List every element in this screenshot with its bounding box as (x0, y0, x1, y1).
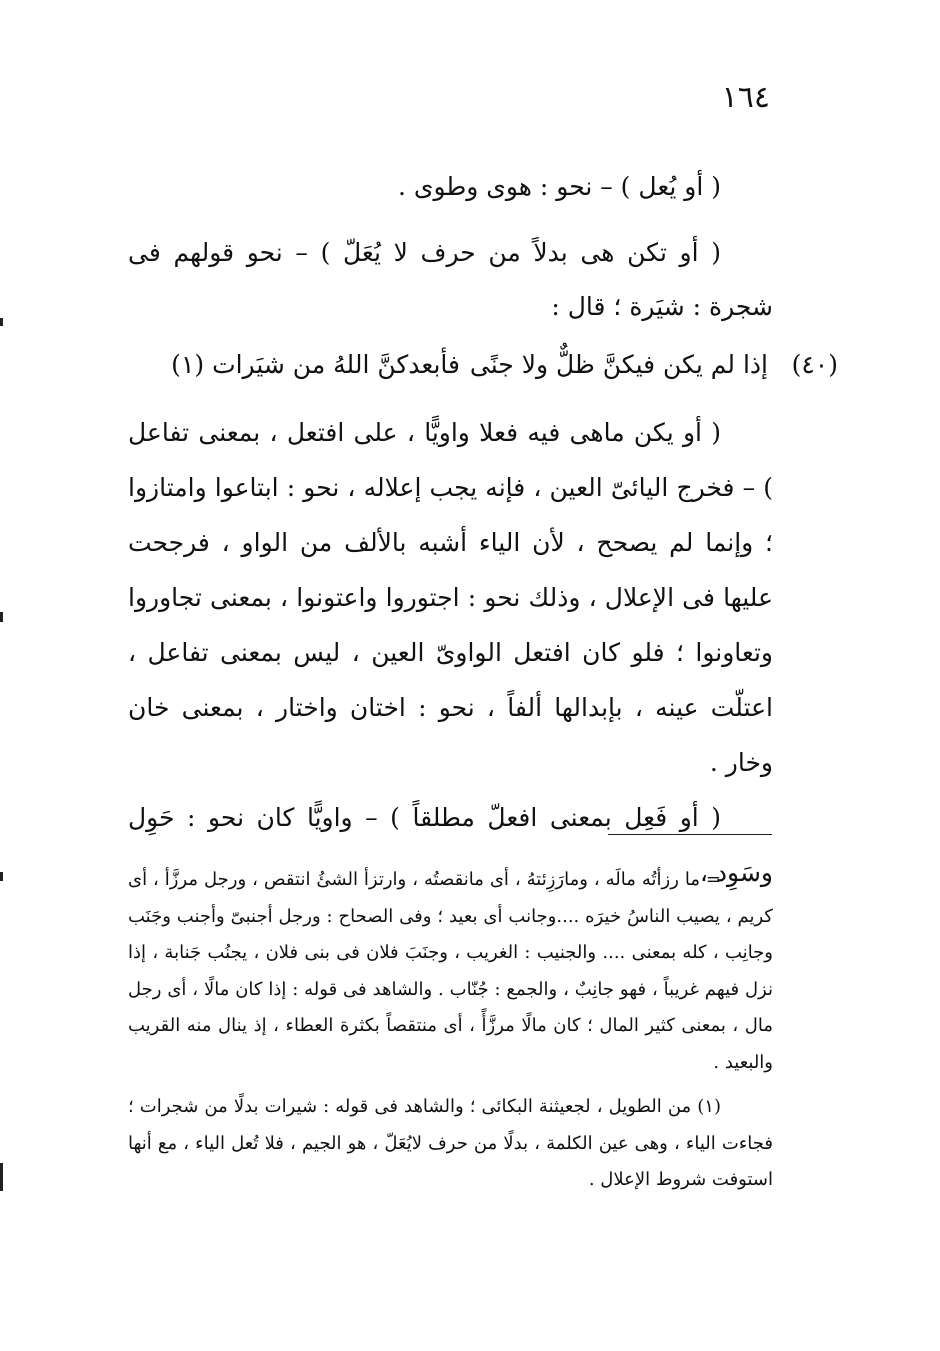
verse-number: (٤٠) (791, 350, 838, 379)
verse-hemistich-second: فأبعدكنَّ اللهُ من شيَرات (١) (171, 350, 460, 379)
main-text-upper (128, 160, 773, 334)
text-line-1: ( أو يُعل ) – نحو : هوى وطوى . (398, 172, 721, 201)
scan-edge-mark (0, 318, 3, 326)
scan-edge-mark (0, 1163, 3, 1191)
verse-hemistich-first: إذا لم يكن فيكنَّ ظلٌّ ولا جنًى (469, 350, 768, 379)
footnotes (128, 862, 773, 1199)
page-number: ١٦٤ (721, 80, 770, 115)
text-paragraph-3: ( أو يكن ماهى فيه فعلا واويًّا ، على افتعل ، بمعنى تفاعل ) – فخرج اليائىّ العين ، فإنه يجب إعلاله ، نحو : ابتاعوا وامتازوا ؛ وإنما لم يصحح ، لأن الياء أشبه بالألف من الواو ، فرجحت عليها فى الإعلال ، وذلك نحو : اجتوروا واعتونوا ، بمعنى تجاوروا وتعاونوا ؛ فلو كان افتعل الواوىّ العين ، ليس بمعنى تفاعل ، اعتلّت عينه ، بإبدالها ألفاً ، نحو : اختان واختار ، بمعنى خان وخار . (128, 418, 773, 777)
footnote-separator (608, 834, 772, 835)
main-text-lower (128, 405, 773, 900)
scan-edge-mark (0, 612, 3, 622)
text-paragraph-2: ( أو تكن هى بدلاً من حرف لا يُعَلّ ) – نحو قولهم فى شجرة : شيَرة ؛ قال : (128, 238, 773, 321)
text-paragraph-4: ( أو فَعِل بمعنى افعلّ مطلقاً ) – واويًّا كان نحو : حَوِل وسَوِد ، (128, 803, 773, 887)
scan-edge-mark (0, 872, 3, 881)
footnote-1: (١) من الطويل ، لجعيثنة البكائى ؛ والشاهد فى قوله : شيرات بدلًا من شجرات ؛ فجاءت الياء ، وهى عين الكلمة ، بدلًا من حرف لايُعَلّ ، هو الجيم ، فلا تُعل الياء ، مع أنها استوفت شروط الإعلال . (128, 1096, 773, 1190)
footnote-continuation: = ما رزأتُه مالَه ، ومارَزِئتهُ ، أى مانقصتُه ، وارتزأ الشئُ انتقص ، ورجل مرزَّأ ، أى كريم ، يصيب الناسُ خيرَه ....وجانب أى بعيد ؛ وفى الصحاح : ورجل أجنبىّ وأجنب وجَنَب وجانِب ، كله بمعنى .... والجنيب : الغريب ، وجنَبَ فلان فى بنى فلان ، يجنُب جَنابة ، إذا نزل فيهم غريباً ، فهو جانِبٌ ، والجمع : جُنّاب . والشاهد فى قوله : إذا كان مالًا ، أى رجل مال ، بمعنى كثير المال ؛ كان مالًا مرزَّأً ، أى منتقصاً بكثرة العطاء ، إذ ينال منه القريب والبعيد . (128, 869, 773, 1073)
